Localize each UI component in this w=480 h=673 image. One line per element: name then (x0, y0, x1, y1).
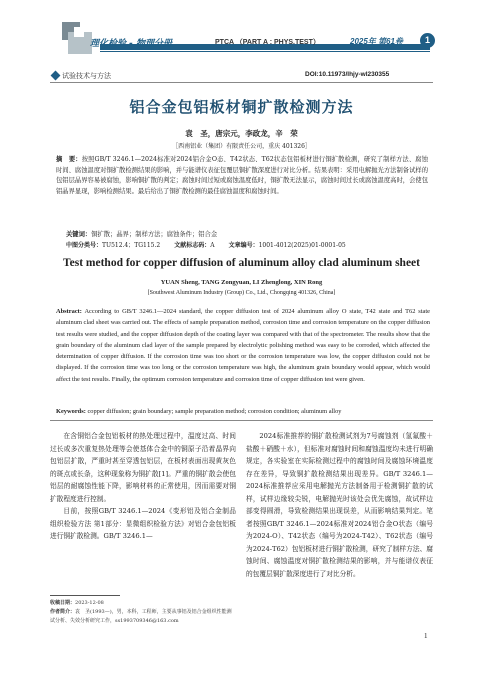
abstract-en-text: According to GB/T 3246.1—2024 standard, the copper diffusion test of 2024 aluminum alloy O state, T42 state and T62 state aluminum clad sheet was carried out. The effects of sample preparation method, corrosion time and corrosion temperature on the copper diffusion test results were studied, and the copper diffusion depth of the coating layer was compared with that of the spectrometer. The results show that the grain boundary of the aluminum clad layer of the sample prepared by electrolytic polishing method was easy to be corroded, which affected the determination of copper diffusion. If the corrosion time was too short or the corrosion temperature was low, the copper diffusion could not be displayed. If the corrosion time was too long or the corrosion temperature was high, the aluminum grain boundary would appear, which would affect the test results. Finally, the optimum corrosion temperature and corrosion time of copper diffusion test were given. (56, 308, 430, 383)
paragraph: 2024标准推荐的铜扩散检测试剂为7号腐蚀剂（氢氟酸＋盐酸＋硝酸＋水），但标准对腐蚀时间和腐蚀温度均未进行明确规定，各实验室在实际检测过程中的腐蚀时间及腐蚀环境温度存在差异，导致铜扩散检测结果出现差异。GB/T 3246.1—2024标准推荐应采用电解抛光方法制备用于检测铜扩散的试样，试样边缘较尖锐，电解抛光时该处会优先腐蚀，故试样边部变得圆滑，导致检测结果出现误差，从而影响结果判定。笔者按照GB/T 3246.1—2024标准对2024铝合金O状态（编号为2024-O）、T42状态（编号为2024-T42）、T62状态（编号为2024-T62）包铝板材进行铜扩散检测，研究了制样方法、腐蚀时间、腐蚀温度对铜扩散检测结果的影响，并与能谱仪表征的包覆层铜扩散深度进行了对比分析。 (246, 432, 433, 578)
diamond-icon (51, 71, 61, 81)
affiliation-cn: ［西南铝业（集团）有限责任公司，重庆 401326］ (172, 143, 311, 150)
page-badge: 1 (420, 33, 435, 48)
abstract-en-label: Abstract: (56, 308, 82, 315)
section-tag: 试验技术与方法 (62, 72, 111, 80)
journal-logo (62, 22, 92, 54)
keywords-en-text: copper diffusion; grain boundary; sample preparation method; corrosion condition; aluminum alloy (87, 408, 342, 415)
author-bio: 作者简介：袁 圣(1993—)，男，本科，工程师，主要从事铝及铝合金组织性能测试分析、失效分析研究工作，ss1993709346@163.com (50, 609, 232, 624)
keywords-cn (66, 229, 428, 238)
paragraph: 目前，按照GB/T 3246.1—2024《变形铝及铝合金制品组织检验方法 第1部分：显微组织检验方法》对铝合金包铝板进行铜扩散检测。GB/T 3246.1— (50, 507, 236, 540)
classification-row (66, 240, 346, 249)
journal-brand: 理化检验 - 物理分册 (90, 39, 173, 49)
header-rule (100, 51, 430, 52)
keywords-cn-text: 铜扩散；晶界；制样方法；腐蚀条件；铝合金 (91, 231, 218, 238)
keywords-en (56, 408, 430, 415)
body-column-right (246, 430, 433, 580)
title-cn: 铝合金包铝板材铜扩散检测方法 (129, 98, 354, 116)
abstract-cn (56, 155, 428, 197)
footnote (50, 599, 236, 626)
affiliation-en: [Southwest Aluminum Industry (Group) Co., Ltd., Chongqing 401326, China] (147, 290, 336, 296)
divider (50, 420, 433, 421)
authors-en: YUAN Sheng, TANG Zongyuan, LI Zhenglong, XIN Rong (160, 279, 323, 286)
journal-name: PTCA （PART A : PHYS.TEST） (215, 39, 320, 46)
page-number: 1 (424, 632, 428, 640)
abstract-cn-label: 摘 要： (56, 156, 82, 163)
received-date: 收稿日期：2023-12-08 (50, 600, 104, 606)
paragraph: 在含铜铝合金包铝板材的热处理过程中，温度过高、时间过长或多次重复热处理等会使基体合金中的铜原子沿着晶界向包铝层扩散，严重时甚至穿透包铝层，在板材表面出现黄灰色的斑点或长条，这种现象称为铜扩散[1]。严重的铜扩散会使包铝层的耐腐蚀性能下降，影响材料的正常使用，因而需要对铜扩散程度进行控制。 (50, 432, 236, 503)
abstract-cn-text: 按照GB/T 3246.1—2024标准对2024铝合金O态、T42状态、T62状态包铝板材进行铜扩散检测，研究了制样方法、腐蚀时间、腐蚀温度对铜扩散检测结果的影响，并与能谱仪表征包覆层铜扩散深度进行对比分析。结果表明：采用电解抛光方法制备试样的包铝层晶界容易被腐蚀，影响铜扩散的判定；腐蚀时间过短或腐蚀温度低时，铜扩散无法显示，腐蚀时间过长或腐蚀温度高时，会使包铝晶界显现，影响检测结果。最后给出了铜扩散检测的最佳腐蚀温度和腐蚀时间。 (56, 156, 428, 195)
abstract-en (56, 306, 430, 385)
divider (50, 82, 433, 83)
body-column-left (50, 430, 236, 543)
title-en: Test method for copper diffusion of aluminum alloy clad aluminum sheet (63, 257, 420, 269)
authors-cn: 袁 圣，唐宗元，李政龙，辛 荣 (185, 129, 298, 138)
keywords-en-label: Keywords: (56, 408, 86, 415)
doc-code: 文献标志码：A (174, 242, 215, 249)
article-number: 文章编号：1001-4012(2025)01-0001-05 (228, 242, 346, 249)
doi[interactable]: DOI:10.11973/lhjy-wl230355 (305, 71, 390, 78)
clc: 中图分类号：TU512.4；TG115.2 (66, 242, 161, 249)
footnote-rule (50, 595, 120, 596)
issue-label: 2025年 第61卷 (350, 37, 403, 46)
keywords-cn-label: 关键词： (66, 231, 92, 238)
